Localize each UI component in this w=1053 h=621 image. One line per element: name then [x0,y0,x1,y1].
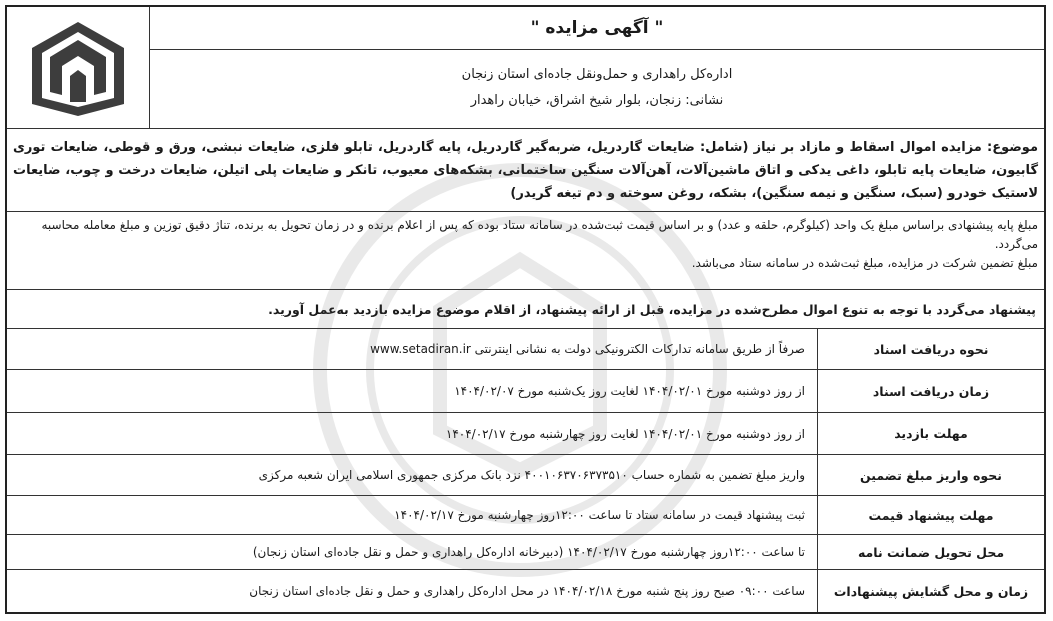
row-label: نحوه دریافت اسناد [817,329,1044,369]
row-label: مهلت پیشنهاد قیمت [817,496,1044,534]
table-row [7,329,1044,370]
logo-cell [7,7,150,128]
row-label: زمان و محل گشایش پیشنهادات [817,570,1044,612]
notice-title: " آگهی مزایده " [150,7,1044,50]
notice-header [7,7,1044,129]
table-row [7,496,1044,535]
row-value: از روز دوشنبه مورخ ۱۴۰۴/۰۲/۰۱ لغایت روز یک‌شنبه مورخ ۱۴۰۴/۰۲/۰۷ [454,384,805,398]
row-value: از روز دوشنبه مورخ ۱۴۰۴/۰۲/۰۱ لغایت روز چهارشنبه مورخ ۱۴۰۴/۰۲/۱۷ [445,426,805,441]
row-value: ثبت پیشنهاد قیمت در سامانه ستاد تا ساعت ۱۲:۰۰روز چهارشنبه مورخ ۱۴۰۴/۰۲/۱۷ [394,508,805,522]
table-row [7,570,1044,612]
visit-suggestion: پیشنهاد می‌گردد با توجه به تنوع اموال مطرح‌شده در مزایده، قبل از ارائه پیشنهاد، از اقلام موضوع مزایده بازدید به‌عمل آورید. [7,290,1044,329]
header-text-cell [150,7,1044,128]
row-label: محل تحویل ضمانت نامه [817,535,1044,569]
row-value: ساعت ۰۹:۰۰ صبح روز پنج شنبه مورخ ۱۴۰۴/۰۲/۱۸ در محل اداره‌کل راهداری و حمل و نقل جاده‌ای استان زنجان [249,584,805,598]
table-row [7,413,1044,455]
notice-frame [5,5,1046,614]
row-label: مهلت بازدید [817,413,1044,454]
road-organization-logo [24,18,132,118]
organization-address: نشانی: زنجان، بلوار شیخ اشراق، خیابان راهدار [470,93,724,108]
row-value: تا ساعت ۱۲:۰۰روز چهارشنبه مورخ ۱۴۰۴/۰۲/۱۷ (دبیرخانه اداره‌کل راهداری و حمل و نقل جاده‌ای استان زنجان) [252,545,805,559]
base-price-section [7,212,1044,290]
row-label: نحوه واریز مبلغ تضمین [817,455,1044,495]
organization-name: اداره‌کل راهداری و حمل‌ونقل جاده‌ای استان زنجان [461,67,733,82]
row-label: زمان دریافت اسناد [817,370,1044,412]
table-row [7,455,1044,496]
table-row [7,535,1044,570]
base-price-text: مبلغ پایه پیشنهادی براساس مبلغ یک واحد (کیلوگرم، حلقه و عدد) و بر اساس قیمت ثبت‌شده در سامانه ستاد بوده که پس از اعلام برنده و در زمان تحویل به برنده، تناژ دقیق توزین و مبلغ معامله محاسبه می‌گردد. [41,218,1038,251]
guarantee-text: مبلغ تضمین شرکت در مزایده، مبلغ ثبت‌شده در سامانه ستاد می‌باشد. [691,256,1038,270]
table-row [7,370,1044,413]
row-value: واریز مبلغ تضمین به شماره حساب ۴۰۰۱۰۶۳۷۰۶۳۷۳۵۱۰ نزد بانک مرکزی جمهوری اسلامی ایران شعبه مرکزی [258,468,805,482]
row-value: صرفاً از طریق سامانه تدارکات الکترونیکی دولت به نشانی اینترنتی www.setadiran.ir [370,342,805,356]
subject-section: موضوع: مزایده اموال اسقاط و مازاد بر نیاز (شامل: ضایعات گاردریل، ضربه‌گیر گاردریل، پایه گاردریل، تابلو فلزی، ضایعات نبشی، ورق و قوطی، ضایعات توری گابیون، ضایعات پایه تابلو، داغی یدکی و اتاق ماشین‌آلات، آهن‌آلات سنگین ساختمانی، بشکه‌های معیوب، تانکر و ضایعات پلی اتیلن، ضایعات درخت و چوب، ضایعات لاستیک خودرو (سبک، سنگین و نیمه سنگین)، بشکه، روغن سوخته و دم تیغه گریدر) [7,129,1044,212]
